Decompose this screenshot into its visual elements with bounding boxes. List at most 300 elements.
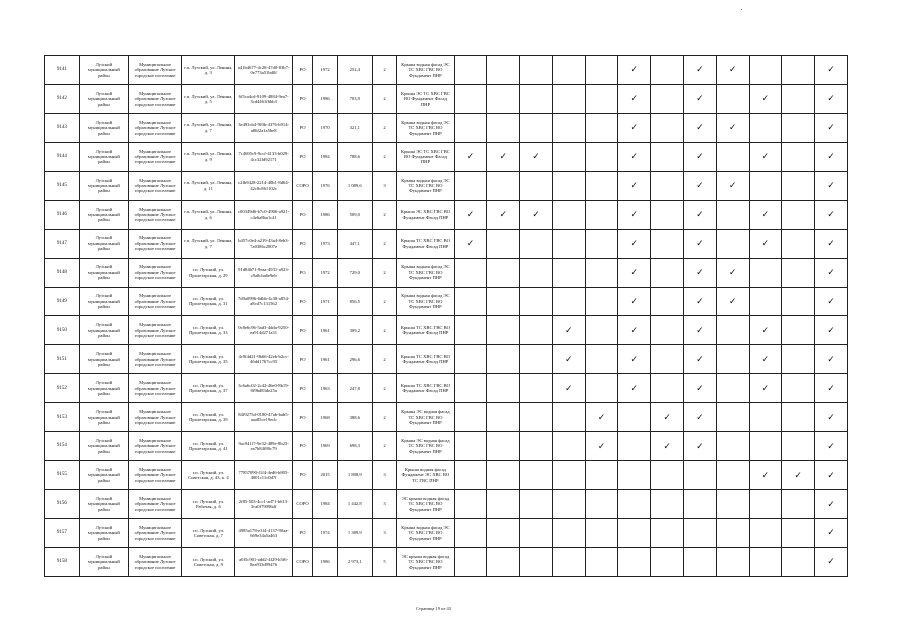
- empty-check-cell: [552, 490, 585, 519]
- empty-check-cell: [520, 287, 553, 316]
- address-cell: г.п. Лузский, ул. Советская, д. 43, к. 4: [182, 461, 235, 490]
- check-mark-icon: ✓: [815, 171, 848, 200]
- owner-name-cell: Муниципальное образование Лузское городское поселение: [128, 316, 181, 345]
- object-code-cell: 77857090-f1f4-4ed6-b805-4001c11c0d7f: [235, 461, 292, 490]
- register-body: [45, 56, 848, 577]
- empty-check-cell: [618, 519, 651, 548]
- empty-check-cell: [651, 84, 684, 113]
- empty-check-cell: [716, 345, 749, 374]
- empty-check-cell: [552, 84, 585, 113]
- house-type-cell: РО: [292, 432, 312, 461]
- area-cell: 2 973,1: [337, 547, 372, 576]
- owner-name-cell: Муниципальное образование Лузское городское поселение: [128, 519, 181, 548]
- house-type-cell: СОРО: [292, 490, 312, 519]
- build-year-cell: 1984: [313, 490, 338, 519]
- empty-check-cell: [782, 84, 815, 113]
- region-name-cell: Лузский муниципальный район: [79, 547, 128, 576]
- empty-check-cell: [454, 547, 487, 576]
- owner-name-cell: Муниципальное образование Лузское городское поселение: [128, 171, 181, 200]
- empty-check-cell: [716, 316, 749, 345]
- row-number-cell: 9147: [45, 229, 80, 258]
- table-row: [45, 374, 848, 403]
- check-mark-icon: ✓: [815, 287, 848, 316]
- build-year-cell: 1986: [313, 200, 338, 229]
- empty-check-cell: [585, 113, 618, 142]
- object-code-cell: 9ac94f17-9e32-489e-8b23-ea7b84f80c79: [235, 432, 292, 461]
- empty-check-cell: [585, 345, 618, 374]
- owner-name-cell: Муниципальное образование Лузское городское поселение: [128, 258, 181, 287]
- services-list-cell: Крыша ЭС водная фасад ТС ХВС ГВС ВО Фундамент ПНР: [397, 403, 454, 432]
- empty-check-cell: [487, 113, 520, 142]
- region-name-cell: Лузский муниципальный район: [79, 519, 128, 548]
- region-name-cell: Лузский муниципальный район: [79, 345, 128, 374]
- empty-check-cell: [749, 258, 782, 287]
- build-year-cell: 1961: [313, 316, 338, 345]
- empty-check-cell: [585, 519, 618, 548]
- check-mark-icon: ✓: [815, 142, 848, 171]
- owner-name-cell: Муниципальное образование Лузское городское поселение: [128, 229, 181, 258]
- build-year-cell: 1972: [313, 56, 338, 85]
- row-number-cell: 9149: [45, 287, 80, 316]
- check-mark-icon: ✓: [815, 547, 848, 576]
- floors-cell: 3: [372, 519, 397, 548]
- empty-check-cell: [651, 56, 684, 85]
- empty-check-cell: [651, 461, 684, 490]
- address-cell: г.п. Лузский, ул. Пролетарская, д. 41: [182, 432, 235, 461]
- check-mark-icon: ✓: [618, 229, 651, 258]
- check-mark-icon: ✓: [815, 113, 848, 142]
- table-row: [45, 403, 848, 432]
- check-mark-icon: ✓: [487, 142, 520, 171]
- table-row: [45, 461, 848, 490]
- housing-register-table: [44, 55, 848, 577]
- empty-check-cell: [749, 171, 782, 200]
- empty-check-cell: [749, 403, 782, 432]
- check-mark-icon: ✓: [716, 287, 749, 316]
- empty-check-cell: [782, 432, 815, 461]
- empty-check-cell: [651, 229, 684, 258]
- build-year-cell: 1963: [313, 374, 338, 403]
- empty-check-cell: [520, 547, 553, 576]
- check-mark-icon: ✓: [683, 171, 716, 200]
- floors-cell: 2: [372, 258, 397, 287]
- check-mark-icon: ✓: [815, 519, 848, 548]
- check-mark-icon: ✓: [749, 200, 782, 229]
- row-number-cell: 9146: [45, 200, 80, 229]
- check-mark-icon: ✓: [618, 374, 651, 403]
- row-number-cell: 9144: [45, 142, 80, 171]
- empty-check-cell: [683, 547, 716, 576]
- object-code-cell: 4c9f4d21-9b66-42eb-b2cc-46dd1767cc95: [235, 345, 292, 374]
- area-cell: 321,1: [337, 113, 372, 142]
- empty-check-cell: [716, 142, 749, 171]
- check-mark-icon: ✓: [683, 316, 716, 345]
- empty-check-cell: [651, 316, 684, 345]
- services-list-cell: Крыша водная фасад ЭС ТС ХВС ГВС ВО Фундамент ПНР: [397, 56, 454, 85]
- row-number-cell: 9156: [45, 490, 80, 519]
- empty-check-cell: [782, 345, 815, 374]
- floors-cell: 2: [372, 345, 397, 374]
- owner-name-cell: Муниципальное образование Лузское городское поселение: [128, 142, 181, 171]
- empty-check-cell: [552, 547, 585, 576]
- check-mark-icon: ✓: [683, 229, 716, 258]
- owner-name-cell: Муниципальное образование Лузское городское поселение: [128, 345, 181, 374]
- empty-check-cell: [454, 316, 487, 345]
- check-mark-icon: ✓: [520, 200, 553, 229]
- empty-check-cell: [520, 171, 553, 200]
- check-mark-icon: ✓: [749, 84, 782, 113]
- check-mark-icon: ✓: [520, 142, 553, 171]
- region-name-cell: Лузский муниципальный район: [79, 461, 128, 490]
- check-mark-icon: ✓: [618, 200, 651, 229]
- empty-check-cell: [651, 547, 684, 576]
- check-mark-icon: ✓: [552, 345, 585, 374]
- address-cell: г.п. Лузский, ул. Ленина, д. 7: [182, 113, 235, 142]
- empty-check-cell: [618, 461, 651, 490]
- empty-check-cell: [782, 171, 815, 200]
- address-cell: г.п. Лузский, ул. Пролетарская, д. 37: [182, 374, 235, 403]
- house-type-cell: РО: [292, 113, 312, 142]
- object-code-cell: 7d0a0996-6dbb-4c38-a854-a8cd7c131562: [235, 287, 292, 316]
- empty-check-cell: [585, 258, 618, 287]
- region-name-cell: Лузский муниципальный район: [79, 229, 128, 258]
- address-cell: г.п. Лузский, ул. Пролетарская, д. 29: [182, 258, 235, 287]
- object-code-cell: 7c4695c9-9ccf-4133-b029-4cc32fd92171: [235, 142, 292, 171]
- empty-check-cell: [454, 113, 487, 142]
- house-type-cell: РО: [292, 345, 312, 374]
- empty-check-cell: [487, 316, 520, 345]
- empty-check-cell: [487, 229, 520, 258]
- table-row: [45, 287, 848, 316]
- empty-check-cell: [487, 547, 520, 576]
- services-list-cell: Крыша ТС ХВС ГВС ВО Фундамент Фасад ПНР: [397, 229, 454, 258]
- build-year-cell: 1984: [313, 142, 338, 171]
- empty-check-cell: [454, 519, 487, 548]
- check-mark-icon: ✓: [716, 258, 749, 287]
- area-cell: 296,6: [337, 345, 372, 374]
- empty-check-cell: [487, 84, 520, 113]
- floors-cell: 3: [372, 461, 397, 490]
- empty-check-cell: [585, 287, 618, 316]
- services-list-cell: Крыша водная фасад ЭС ТС ХВС ГВС ВО Фундамент ПНР: [397, 519, 454, 548]
- table-row: [45, 229, 848, 258]
- empty-check-cell: [782, 374, 815, 403]
- check-mark-icon: ✓: [683, 200, 716, 229]
- empty-check-cell: [487, 490, 520, 519]
- region-name-cell: Лузский муниципальный район: [79, 142, 128, 171]
- empty-check-cell: [454, 374, 487, 403]
- owner-name-cell: Муниципальное образование Лузское городское поселение: [128, 374, 181, 403]
- services-list-cell: ЭС крыша водная фасад ТС ХВС ГВС ВО Фундамент ПНР: [397, 547, 454, 576]
- check-mark-icon: ✓: [683, 142, 716, 171]
- area-cell: 788,6: [337, 142, 372, 171]
- object-code-cell: 3e493cb4-9f0b-4376-b914-a86f2a1a5be8: [235, 113, 292, 142]
- empty-check-cell: [520, 258, 553, 287]
- house-type-cell: РО: [292, 374, 312, 403]
- floors-cell: 2: [372, 142, 397, 171]
- check-mark-icon: ✓: [683, 403, 716, 432]
- object-code-cell: 3c6a6c02-2c42-46e0-8b19-8f9bd83de25a: [235, 374, 292, 403]
- table-row: [45, 258, 848, 287]
- object-code-cell: b457c0e4-a219-43a4-8eb3-7a0386c2807e: [235, 229, 292, 258]
- address-cell: г.п. Лузский, ул. Ленина, д. 3: [182, 56, 235, 85]
- empty-check-cell: [782, 200, 815, 229]
- empty-check-cell: [454, 432, 487, 461]
- check-mark-icon: ✓: [782, 461, 815, 490]
- empty-check-cell: [520, 374, 553, 403]
- build-year-cell: 1971: [313, 287, 338, 316]
- house-type-cell: РО: [292, 316, 312, 345]
- house-type-cell: РО: [292, 461, 312, 490]
- empty-check-cell: [716, 490, 749, 519]
- house-type-cell: РО: [292, 56, 312, 85]
- empty-check-cell: [552, 403, 585, 432]
- empty-check-cell: [749, 519, 782, 548]
- table-row: [45, 171, 848, 200]
- check-mark-icon: ✓: [552, 316, 585, 345]
- region-name-cell: Лузский муниципальный район: [79, 84, 128, 113]
- check-mark-icon: ✓: [552, 374, 585, 403]
- check-mark-icon: ✓: [749, 461, 782, 490]
- empty-check-cell: [618, 490, 651, 519]
- empty-check-cell: [716, 547, 749, 576]
- check-mark-icon: ✓: [683, 113, 716, 142]
- check-mark-icon: ✓: [683, 56, 716, 85]
- object-code-cell: 0c8e6c96-5ad3-4dda-9250-ea914d271a31: [235, 316, 292, 345]
- house-type-cell: РО: [292, 84, 312, 113]
- check-mark-icon: ✓: [618, 56, 651, 85]
- owner-name-cell: Муниципальное образование Лузское городское поселение: [128, 56, 181, 85]
- check-mark-icon: ✓: [585, 403, 618, 432]
- row-number-cell: 9143: [45, 113, 80, 142]
- empty-check-cell: [585, 490, 618, 519]
- check-mark-icon: ✓: [454, 229, 487, 258]
- empty-check-cell: [782, 287, 815, 316]
- address-cell: г.п. Лузский, ул. Ленина, д. 11: [182, 171, 235, 200]
- check-mark-icon: ✓: [618, 258, 651, 287]
- table-row: [45, 519, 848, 548]
- empty-check-cell: [782, 142, 815, 171]
- area-cell: 388,6: [337, 403, 372, 432]
- empty-check-cell: [520, 432, 553, 461]
- region-name-cell: Лузский муниципальный район: [79, 56, 128, 85]
- empty-check-cell: [552, 432, 585, 461]
- check-mark-icon: ✓: [618, 316, 651, 345]
- check-mark-icon: ✓: [815, 229, 848, 258]
- area-cell: 309,2: [337, 316, 372, 345]
- floors-cell: 2: [372, 200, 397, 229]
- empty-check-cell: [782, 490, 815, 519]
- area-cell: 1 089,6: [337, 171, 372, 200]
- build-year-cell: 1969: [313, 432, 338, 461]
- table-row: [45, 432, 848, 461]
- address-cell: г.п. Лузский, ул. Советская, д. 7: [182, 519, 235, 548]
- build-year-cell: 1973: [313, 229, 338, 258]
- empty-check-cell: [454, 403, 487, 432]
- services-list-cell: Крыша ЭС ХВС ГВС ВО Фундамент Фасад ПНР: [397, 200, 454, 229]
- empty-check-cell: [487, 258, 520, 287]
- services-list-cell: Крыша ТС ХВС ГВС ВО Фундамент Фасад ПНР: [397, 345, 454, 374]
- table-row: [45, 547, 848, 576]
- object-code-cell: 91d84b71-9eaa-4931-a923-c9a8cba6e9eb: [235, 258, 292, 287]
- row-number-cell: 9151: [45, 345, 80, 374]
- house-type-cell: РО: [292, 200, 312, 229]
- house-type-cell: РО: [292, 258, 312, 287]
- check-mark-icon: ✓: [749, 345, 782, 374]
- floors-cell: 3: [372, 171, 397, 200]
- build-year-cell: 1976: [313, 171, 338, 200]
- empty-check-cell: [716, 432, 749, 461]
- house-type-cell: РО: [292, 519, 312, 548]
- check-mark-icon: ✓: [815, 490, 848, 519]
- check-mark-icon: ✓: [651, 432, 684, 461]
- empty-check-cell: [487, 287, 520, 316]
- empty-check-cell: [749, 432, 782, 461]
- check-mark-icon: ✓: [815, 258, 848, 287]
- services-list-cell: Крыша ТС ХВС ГВС ВО Фундамент Фасад ПНР: [397, 316, 454, 345]
- check-mark-icon: ✓: [618, 345, 651, 374]
- row-number-cell: 9154: [45, 432, 80, 461]
- table-row: [45, 113, 848, 142]
- build-year-cell: 1974: [313, 519, 338, 548]
- services-list-cell: Крыша водная фасад ЭС ТС ХВС ГВС ВО Фундамент ПНР: [397, 287, 454, 316]
- row-number-cell: 9142: [45, 84, 80, 113]
- object-code-cell: c2fb9428-2214-40b1-8d64-42c8c861102c: [235, 171, 292, 200]
- check-mark-icon: ✓: [618, 287, 651, 316]
- check-mark-icon: ✓: [683, 345, 716, 374]
- check-mark-icon: ✓: [716, 171, 749, 200]
- empty-check-cell: [520, 316, 553, 345]
- services-list-cell: Крыша водная фасад ЭС ТС ХВС ГВС ВО Фундамент ПНР: [397, 258, 454, 287]
- empty-check-cell: [454, 171, 487, 200]
- house-type-cell: РО: [292, 287, 312, 316]
- owner-name-cell: Муниципальное образование Лузское городское поселение: [128, 490, 181, 519]
- region-name-cell: Лузский муниципальный район: [79, 490, 128, 519]
- empty-check-cell: [520, 461, 553, 490]
- table-row: [45, 56, 848, 85]
- empty-check-cell: [782, 56, 815, 85]
- empty-check-cell: [454, 258, 487, 287]
- check-mark-icon: ✓: [815, 403, 848, 432]
- row-number-cell: 9158: [45, 547, 80, 576]
- check-mark-icon: ✓: [815, 461, 848, 490]
- empty-check-cell: [520, 56, 553, 85]
- empty-check-cell: [782, 316, 815, 345]
- empty-check-cell: [651, 519, 684, 548]
- empty-check-cell: [749, 547, 782, 576]
- floors-cell: 5: [372, 547, 397, 576]
- object-code-cell: 6f5ca4cd-9109-4884-9ea7-3cd4461f6bb3: [235, 84, 292, 113]
- address-cell: г.п. Лузский, ул. Советская, д. 9: [182, 547, 235, 576]
- check-mark-icon: ✓: [815, 345, 848, 374]
- check-mark-icon: ✓: [815, 200, 848, 229]
- empty-check-cell: [552, 56, 585, 85]
- region-name-cell: Лузский муниципальный район: [79, 432, 128, 461]
- empty-check-cell: [454, 84, 487, 113]
- empty-check-cell: [683, 519, 716, 548]
- check-mark-icon: ✓: [454, 200, 487, 229]
- services-list-cell: Крыша ТС ХВС ГВС ВО Фундамент Фасад ПНР: [397, 374, 454, 403]
- empty-check-cell: [487, 374, 520, 403]
- empty-check-cell: [618, 547, 651, 576]
- empty-check-cell: [749, 287, 782, 316]
- empty-check-cell: [454, 345, 487, 374]
- empty-check-cell: [454, 490, 487, 519]
- address-cell: г.п. Лузский, ул. Ленина, д. 7: [182, 229, 235, 258]
- check-mark-icon: ✓: [749, 142, 782, 171]
- empty-check-cell: [651, 258, 684, 287]
- empty-check-cell: [585, 171, 618, 200]
- floors-cell: 2: [372, 229, 397, 258]
- services-list-cell: Крыша водная фасад Фундамент ЭС ХВС ВО ТС ГВС ПНР: [397, 461, 454, 490]
- build-year-cell: 1970: [313, 113, 338, 142]
- floors-cell: 2: [372, 113, 397, 142]
- owner-name-cell: Муниципальное образование Лузское городское поселение: [128, 461, 181, 490]
- object-code-cell: a0f5c901-add2-4f29-b5f6-8ea933d99476: [235, 547, 292, 576]
- build-year-cell: 1972: [313, 258, 338, 287]
- empty-check-cell: [552, 461, 585, 490]
- region-name-cell: Лузский муниципальный район: [79, 171, 128, 200]
- address-cell: г.п. Лузский, ул. Рабочая, д. 6: [182, 490, 235, 519]
- build-year-cell: 2015: [313, 461, 338, 490]
- empty-check-cell: [618, 432, 651, 461]
- services-list-cell: Крыша ЭС ТС ХВС ГВС ВО Фундамент Фасад ПНР: [397, 84, 454, 113]
- area-cell: 703,9: [337, 84, 372, 113]
- area-cell: 729,0: [337, 258, 372, 287]
- object-code-cell: 4985a178-e3f4-4137-90aa-669e34a5a463: [235, 519, 292, 548]
- owner-name-cell: Муниципальное образование Лузское городское поселение: [128, 84, 181, 113]
- house-type-cell: РО: [292, 403, 312, 432]
- check-mark-icon: ✓: [815, 316, 848, 345]
- empty-check-cell: [487, 432, 520, 461]
- services-list-cell: Крыша ЭС ТС ХВС ГВС ВО Фундамент Фасад ПНР: [397, 142, 454, 171]
- empty-check-cell: [520, 519, 553, 548]
- empty-check-cell: [520, 403, 553, 432]
- row-number-cell: 9145: [45, 171, 80, 200]
- floors-cell: 2: [372, 287, 397, 316]
- owner-name-cell: Муниципальное образование Лузское городское поселение: [128, 547, 181, 576]
- empty-check-cell: [454, 56, 487, 85]
- check-mark-icon: ✓: [815, 56, 848, 85]
- address-cell: г.п. Лузский, ул. Пролетарская, д. 33: [182, 316, 235, 345]
- build-year-cell: 1968: [313, 403, 338, 432]
- empty-check-cell: [782, 113, 815, 142]
- table-row: [45, 345, 848, 374]
- empty-check-cell: [552, 171, 585, 200]
- floors-cell: 2: [372, 432, 397, 461]
- empty-check-cell: [552, 287, 585, 316]
- empty-check-cell: [520, 490, 553, 519]
- empty-check-cell: [683, 490, 716, 519]
- empty-check-cell: [651, 142, 684, 171]
- area-cell: 1 808,9: [337, 461, 372, 490]
- empty-check-cell: [552, 229, 585, 258]
- empty-check-cell: [651, 287, 684, 316]
- empty-check-cell: [782, 403, 815, 432]
- owner-name-cell: Муниципальное образование Лузское городское поселение: [128, 113, 181, 142]
- area-cell: 698,3: [337, 432, 372, 461]
- check-mark-icon: ✓: [716, 56, 749, 85]
- row-number-cell: 9152: [45, 374, 80, 403]
- region-name-cell: Лузский муниципальный район: [79, 287, 128, 316]
- table-row: [45, 316, 848, 345]
- row-number-cell: 9141: [45, 56, 80, 85]
- row-number-cell: 9148: [45, 258, 80, 287]
- empty-check-cell: [716, 403, 749, 432]
- area-cell: 509,0: [337, 200, 372, 229]
- empty-check-cell: [520, 345, 553, 374]
- empty-check-cell: [520, 113, 553, 142]
